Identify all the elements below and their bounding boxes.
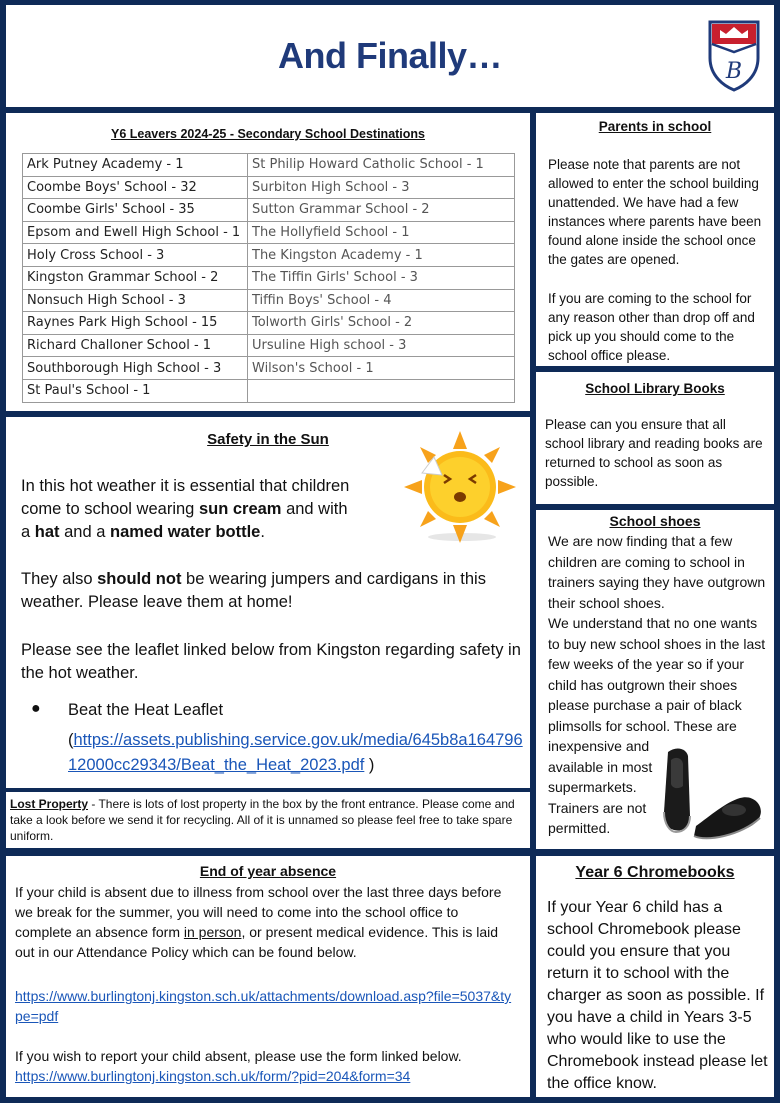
table-row [23, 357, 515, 380]
destinations-table [22, 153, 515, 403]
table-cell: Coombe Girls' School - 35 [23, 199, 248, 222]
page-title: And Finally… [277, 35, 502, 76]
parents-paragraph-2: If you are coming to the school for any reason other than drop off and pick up you should come to the school office please. [548, 291, 755, 363]
table-cell: Richard Challoner School - 1 [23, 334, 248, 357]
table-cell: Coombe Boys' School - 32 [23, 176, 248, 199]
shoes-line: supermarkets. [548, 779, 637, 795]
absence-form-link[interactable]: https://www.burlingtonj.kingston.sch.uk/form/?pid=204&form=34 [15, 1068, 411, 1084]
table-cell: Ark Putney Academy - 1 [23, 154, 248, 177]
end-of-year-panel [6, 856, 530, 1097]
chromebooks-panel [536, 856, 774, 1097]
leaflet-link-wrapper [68, 728, 528, 778]
shoes-line: We understand that no one wants [548, 615, 758, 631]
table-cell: Wilson's School - 1 [248, 357, 515, 380]
school-shoes-panel [536, 510, 774, 849]
sun-icon [404, 431, 516, 543]
leavers-panel [6, 113, 530, 411]
table-cell: Kingston Grammar School - 2 [23, 266, 248, 289]
shoes-line: Trainers are not [548, 799, 647, 816]
table-cell: Sutton Grammar School - 2 [248, 199, 515, 222]
paren-close: ) [364, 756, 375, 774]
school-crest-logo [706, 18, 762, 92]
table-row [23, 176, 515, 199]
shoes-line: please purchase a pair of black [548, 697, 742, 713]
table-cell: Tolworth Girls' School - 2 [248, 312, 515, 335]
table-cell: Nonsuch High School - 3 [23, 289, 248, 312]
parents-panel [536, 113, 774, 366]
table-cell: St Philip Howard Catholic School - 1 [248, 154, 515, 177]
table-cell [248, 379, 515, 402]
eoy-paragraph-1: If your child is absent due to illness from school over the last three days before we break for the summer, you will need to come into the school office to complete an absence form in person, or present medical evidence. This is laid out in our Attendance Policy which can be found below. [15, 884, 502, 960]
attendance-policy-link[interactable]: https://www.burlingtonj.kingston.sch.uk/attachments/download.asp?file=5037&type=pdf [15, 988, 512, 1024]
shoes-line: available in most [548, 758, 653, 775]
table-cell: Surbiton High School - 3 [248, 176, 515, 199]
table-row [23, 334, 515, 357]
bullet-dot-icon: ● [31, 700, 41, 717]
shoes-title: School shoes [609, 513, 701, 529]
eoy-paragraph-2: If you wish to report your child absent, please use the form linked below. [15, 1048, 462, 1064]
eoy-title: End of year absence [199, 863, 337, 879]
shoes-line: permitted. [548, 820, 611, 836]
library-title: School Library Books [585, 381, 725, 396]
leaflet-link[interactable]: https://assets.publishing.service.gov.uk/media/645b8a16479612000cc29343/Beat_the_Heat_2023.pdf [68, 731, 523, 774]
leaflet-label: Beat the Heat Leaflet [68, 701, 224, 719]
sun-title: Safety in the Sun [207, 431, 329, 448]
plimsolls-icon [660, 746, 766, 846]
shoes-line: their school shoes. [548, 594, 665, 611]
table-row [23, 379, 515, 402]
lost-property-text: Lost Property - There is lots of lost property in the box by the front entrance. Please come and take a look before we send it for recycling. All of it is unnamed so please feel free to take spare uniform. [10, 797, 515, 843]
shoes-line: child has outgrown their shoes [548, 676, 738, 693]
lost-property-panel [6, 792, 530, 848]
table-cell: Epsom and Ewell High School - 1 [23, 221, 248, 244]
table-cell: Raynes Park High School - 15 [23, 312, 248, 335]
table-cell: The Kingston Academy - 1 [248, 244, 515, 267]
table-row [23, 154, 515, 177]
safety-sun-panel [6, 417, 530, 788]
shoes-line: few weeks of the year so if your [548, 656, 745, 672]
table-row [23, 266, 515, 289]
table-row [23, 312, 515, 335]
shoes-line: We are now finding that a few [548, 533, 733, 549]
chromebooks-text: If your Year 6 child has a school Chromebook please could you ensure that you return it to school with the charger as soon as possible. If you have a child in Years 3-5 who would like to use the Chromebook instead please let the office know. [547, 899, 768, 1092]
table-row [23, 221, 515, 244]
shoes-line: to buy new school shoes in the last [548, 635, 766, 652]
eoy-link-1-wrapper [15, 986, 515, 1026]
library-text: Please can you ensure that all school library and reading books are returned to school as soon as possible. [545, 417, 763, 489]
table-cell: Ursuline High school - 3 [248, 334, 515, 357]
table-row [23, 199, 515, 222]
table-cell: St Paul's School - 1 [23, 379, 248, 402]
library-panel [536, 372, 774, 504]
parents-paragraph-1: Please note that parents are not allowed to enter the school building unattended. We have had a few instances where parents have been found alone inside the school once the gates are opened. [548, 157, 762, 267]
table-cell: The Tiffin Girls' School - 3 [248, 266, 515, 289]
table-cell: Holy Cross School - 3 [23, 244, 248, 267]
table-row [23, 289, 515, 312]
crest-letter: B [725, 59, 743, 84]
sun-paragraph-1: In this hot weather it is essential that children come to school wearing sun cream and with a hat and a named water bottle. [21, 477, 350, 541]
paren-open: ( [68, 731, 74, 749]
shoes-line: trainers saying they have outgrown [548, 574, 766, 590]
leavers-title: Y6 Leavers 2024-25 - Secondary School Destinations [110, 127, 426, 141]
sun-paragraph-3: Please see the leaflet linked below from Kingston regarding safety in the hot weather. [21, 641, 521, 682]
parents-title: Parents in school [598, 119, 712, 134]
table-cell: The Hollyfield School - 1 [248, 221, 515, 244]
shoes-line: inexpensive and [548, 738, 650, 754]
sun-paragraph-2: They also should not be wearing jumpers and cardigans in this weather. Please leave them at home! [21, 570, 486, 611]
header-panel [6, 5, 774, 107]
shoes-line: plimsolls for school. These are [548, 717, 737, 734]
table-cell: Southborough High School - 3 [23, 357, 248, 380]
chromebooks-title: Year 6 Chromebooks [575, 864, 735, 881]
shoes-line: children are coming to school in [548, 553, 745, 570]
table-cell: Tiffin Boys' School - 4 [248, 289, 515, 312]
eoy-link-2-wrapper [15, 1066, 515, 1086]
table-row [23, 244, 515, 267]
